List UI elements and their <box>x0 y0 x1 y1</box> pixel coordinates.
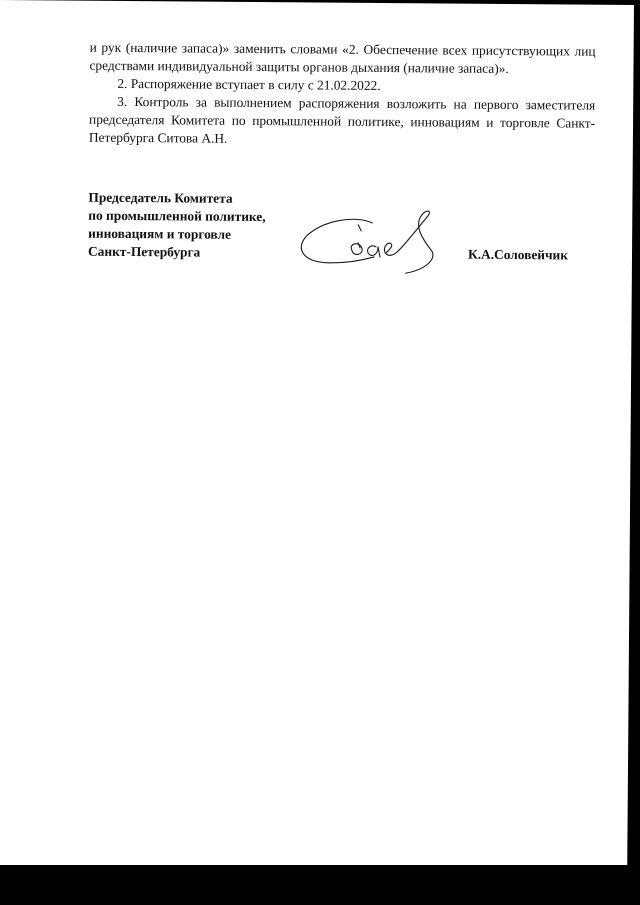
position-line: Председатель Комитета <box>88 189 233 206</box>
position-line: по промышленной политике, <box>88 207 266 225</box>
paragraph-continuation: и рук (наличие запаса)» заменить словами «2. Обеспечение всех присутствующих лиц средствами индивидуальной защиты органов дыхания (наличие запаса)». <box>89 39 596 76</box>
document-body <box>89 39 596 151</box>
scan-border-bottom <box>0 865 640 905</box>
position-line: Санкт-Петербурга <box>87 243 201 260</box>
signer-name: К.А.Соловейчик <box>467 246 569 263</box>
scan-border-right <box>634 0 640 905</box>
signatory-position <box>88 189 319 263</box>
handwritten-signature-icon <box>294 206 445 277</box>
position-line: инновациям и торговле <box>88 225 232 242</box>
paragraph-effective-date: 2. Распоряжение вступает в силу с 21.02.2022. <box>117 75 381 93</box>
paragraph-control: 3. Контроль за выполнением распоряжения возложить на первого заместителя председателя Комитета по промышленной политике, инновациям и торговле Санкт-Петербурга Ситова А.Н. <box>88 93 596 146</box>
